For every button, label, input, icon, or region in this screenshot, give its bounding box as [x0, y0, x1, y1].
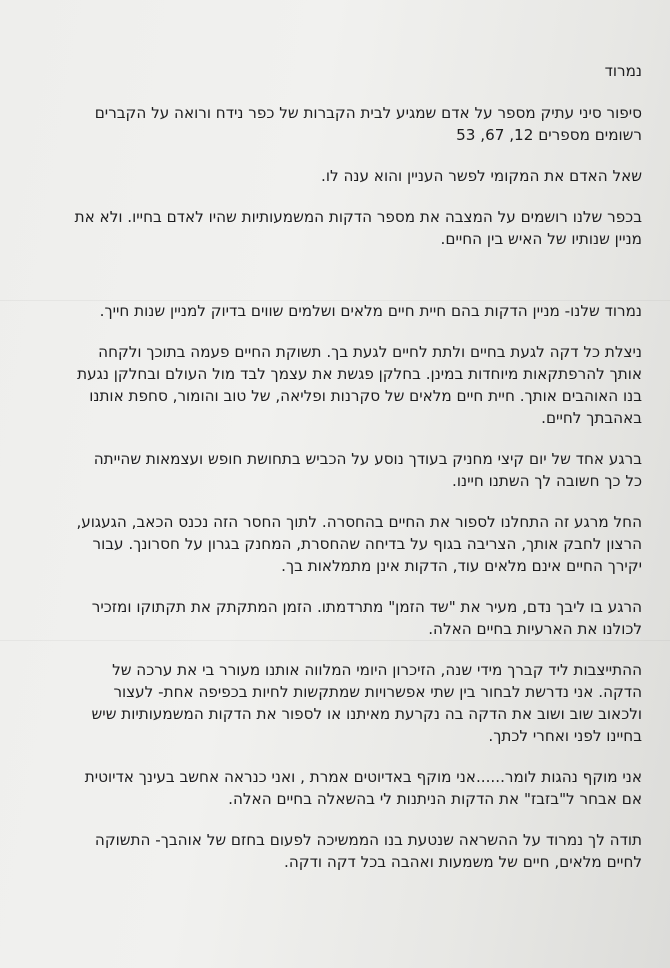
paragraph-line: ולכאוב שוב ושוב את הדקה בה נקרעת מאיתנו או לספור את הדקות המשמעותיות שיש	[91, 705, 642, 723]
paragraph-line: לחיים מלאים, חיים של משמעות ואהבה בכל דקה ודקה.	[284, 853, 642, 871]
paragraph-line: החל מרגע זה התחלנו לספור את החיים בהחסרה. לתוך החסר הזה נכנס הכאב, הגעגוע,	[76, 513, 642, 531]
paragraph-grave-visit	[40, 659, 642, 747]
paragraph-village-custom	[40, 206, 642, 250]
paragraph-line: שאל האדם את המקומי לפשר העניין והוא ענה לו.	[321, 167, 642, 185]
paper-crease	[0, 300, 670, 301]
paragraph-line: רשומים מספרים 12, 67, 53	[456, 126, 642, 144]
paragraph-line: מניין שנותיו של האיש בין החיים.	[440, 230, 642, 248]
paragraph-line: הדקה. אני נדרשת לבחור בין שתי אפשרויות שמתקשות לחיות בכפיפה אחת- לעצור	[113, 683, 642, 701]
paragraph-summer-day	[40, 448, 642, 492]
paragraph-line: תודה לך נמרוד על ההשראה שנטעת בנו הממשיכה לפעום בחזם של אוהבך- התשוקה	[94, 831, 642, 849]
paragraph-line: בנו האוהבים אותך. חיית חיים מלאים של סקרנות ופליאה, של טוב והומור, סחפת אותנו	[89, 387, 642, 405]
paragraph-line: בכפר שלנו רושמים על המצבה את מספר הדקות המשמעותיות שהיו לאדם בחייו. ולא את	[74, 208, 642, 226]
paragraph-line: יקירך החיים אינם מלאים עוד, הדקות אינן מתמלאות בך.	[281, 557, 642, 575]
paragraph-line: לכולנו את הארעיות בחיים האלה.	[428, 620, 642, 638]
paragraph-line: באהבתך לחיים.	[541, 409, 642, 427]
paragraph-line: אם אבחר ל"בזבז" את הדקות הניתנות לי בהשאלה בחיים האלה.	[228, 790, 642, 808]
paragraph-line: נמרוד שלנו- מניין הדקות בהם חיית חיים מלאים ושלמים שווים בדיוק למניין שנות חייך.	[99, 302, 642, 320]
paragraph-line: סיפור סיני עתיק מספר על אדם שמגיע לבית הקברות של כפר נידח ורואה על הקברים	[94, 104, 642, 122]
paragraph-idiots	[40, 766, 642, 810]
paragraph-line: אני מוקף נהגות לומר......אני מוקף באדיוטים אמרת , ואני כנראה אחשב בעינך אדיוטית	[84, 768, 642, 786]
paragraph-line: ההתייצבות ליד קברך מידי שנה, הזיכרון היומי המלווה אותנו מעורר בי את ערכה של	[112, 661, 642, 679]
paragraph-line: ניצלת כל דקה לגעת בחיים ולתת לחיים לגעת בך. תשוקת החיים פעמה בתוכך ולקחה	[98, 343, 642, 361]
paragraph-absence	[40, 511, 642, 577]
paragraph-chinese-story	[40, 102, 642, 146]
paragraph-our-nimrod	[40, 300, 642, 322]
paragraph-line: בחיינו לפני ואחרי לכתך.	[488, 727, 642, 745]
paragraph-full-life	[40, 341, 642, 429]
letter-greeting: נמרוד	[604, 62, 642, 80]
paragraph-line: ברגע אחד של יום קיצי מחניק בעודך נוסע על הכביש בתחושת חופש ועצמאות שהייתה	[93, 450, 642, 468]
paragraph-line: כל כך חשובה לך השתנו חיינו.	[452, 472, 642, 490]
paragraph-question	[40, 165, 642, 187]
paragraph-time-demon	[40, 596, 642, 640]
paragraph-thanks	[40, 829, 642, 873]
paragraph-line: אותך להרפתקאות מיוחדות במינן. בחלקן פגשת את עצמך לבד מול העולם ובחלקן נגעת	[77, 365, 642, 383]
paragraph-line: הרצון לחבק אותך, הצריבה בגוף על בדיחה שהחסרת, המחנק בגרון על חסרונך. עבור	[92, 535, 642, 553]
paragraph-line: הרגע בו ליבך נדם, מעיר את "שד הזמן" מתרדמתו. הזמן המתקתק את תקתוקו ומזכיר	[91, 598, 642, 616]
paper-crease	[0, 640, 670, 641]
